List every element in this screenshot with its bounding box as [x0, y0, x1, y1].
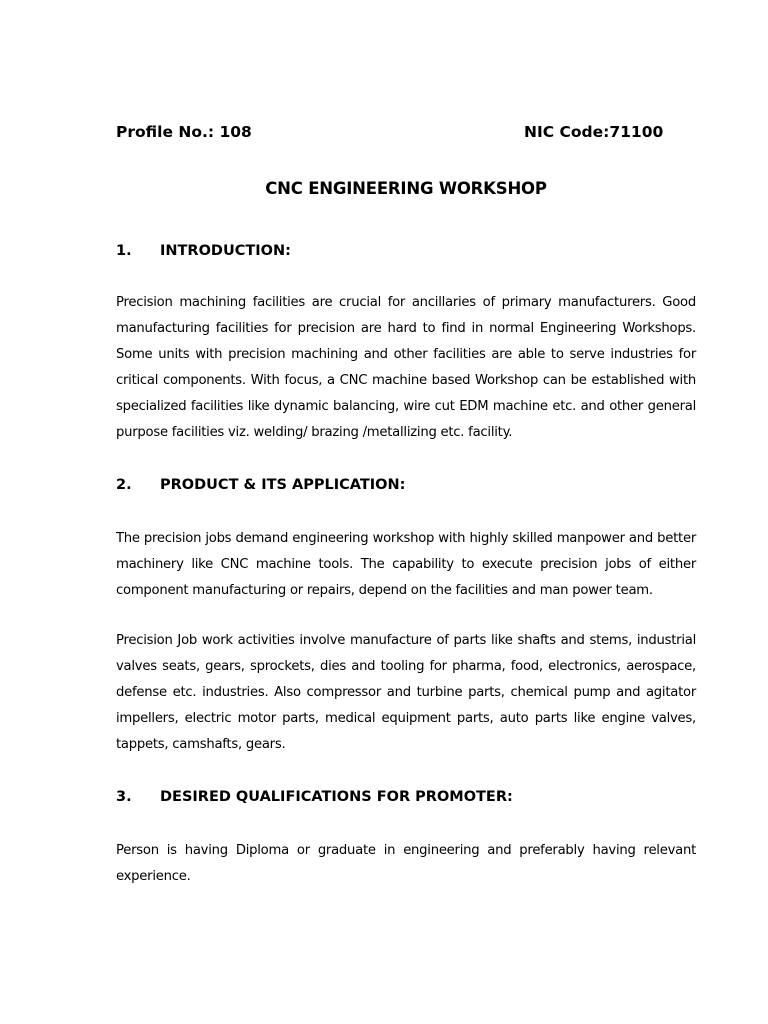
- introduction-paragraph: Precision machining facilities are crucial for ancillaries of primary manufacturers. Good manufacturing facilities for precision are hard to find in normal Engineering Workshops. Some units with precision machining and other facilities are able to serve industries for critical components. With focus, a CNC machine based Workshop can be established with specialized facilities like dynamic balancing, wire cut EDM machine etc. and other general purpose facilities viz. welding/ brazing /metallizing etc. facility.: [116, 295, 696, 440]
- profile-header: [116, 123, 696, 147]
- section-title: PRODUCT & ITS APPLICATION:: [160, 477, 406, 493]
- product-paragraph-1: The precision jobs demand engineering workshop with highly skilled manpower and better machinery like CNC machine tools. The capability to execute precision jobs of either component manufacturing or repairs, depend on the facilities and man power team.: [116, 531, 696, 598]
- qualifications-paragraph: Person is having Diploma or graduate in engineering and preferably having relevant experience.: [116, 843, 696, 884]
- product-paragraph-2: Precision Job work activities involve manufacture of parts like shafts and stems, industrial valves seats, gears, sprockets, dies and tooling for pharma, food, electronics, aerospace, defense etc. industries. Also compressor and turbine parts, chemical pump and agitator impellers, electric motor parts, medical equipment parts, auto parts like engine valves, tappets, camshafts, gears.: [116, 633, 696, 752]
- section-number: 2.: [116, 477, 132, 493]
- document-title: CNC ENGINEERING WORKSHOP: [265, 179, 547, 198]
- document-page: [116, 0, 696, 1024]
- profile-number: Profile No.: 108: [116, 123, 252, 141]
- section-number: 3.: [116, 789, 132, 805]
- section-number: 1.: [116, 243, 132, 259]
- section-title: INTRODUCTION:: [160, 243, 291, 259]
- section-title: DESIRED QUALIFICATIONS FOR PROMOTER:: [160, 789, 513, 805]
- nic-code: NIC Code:71100: [524, 123, 664, 141]
